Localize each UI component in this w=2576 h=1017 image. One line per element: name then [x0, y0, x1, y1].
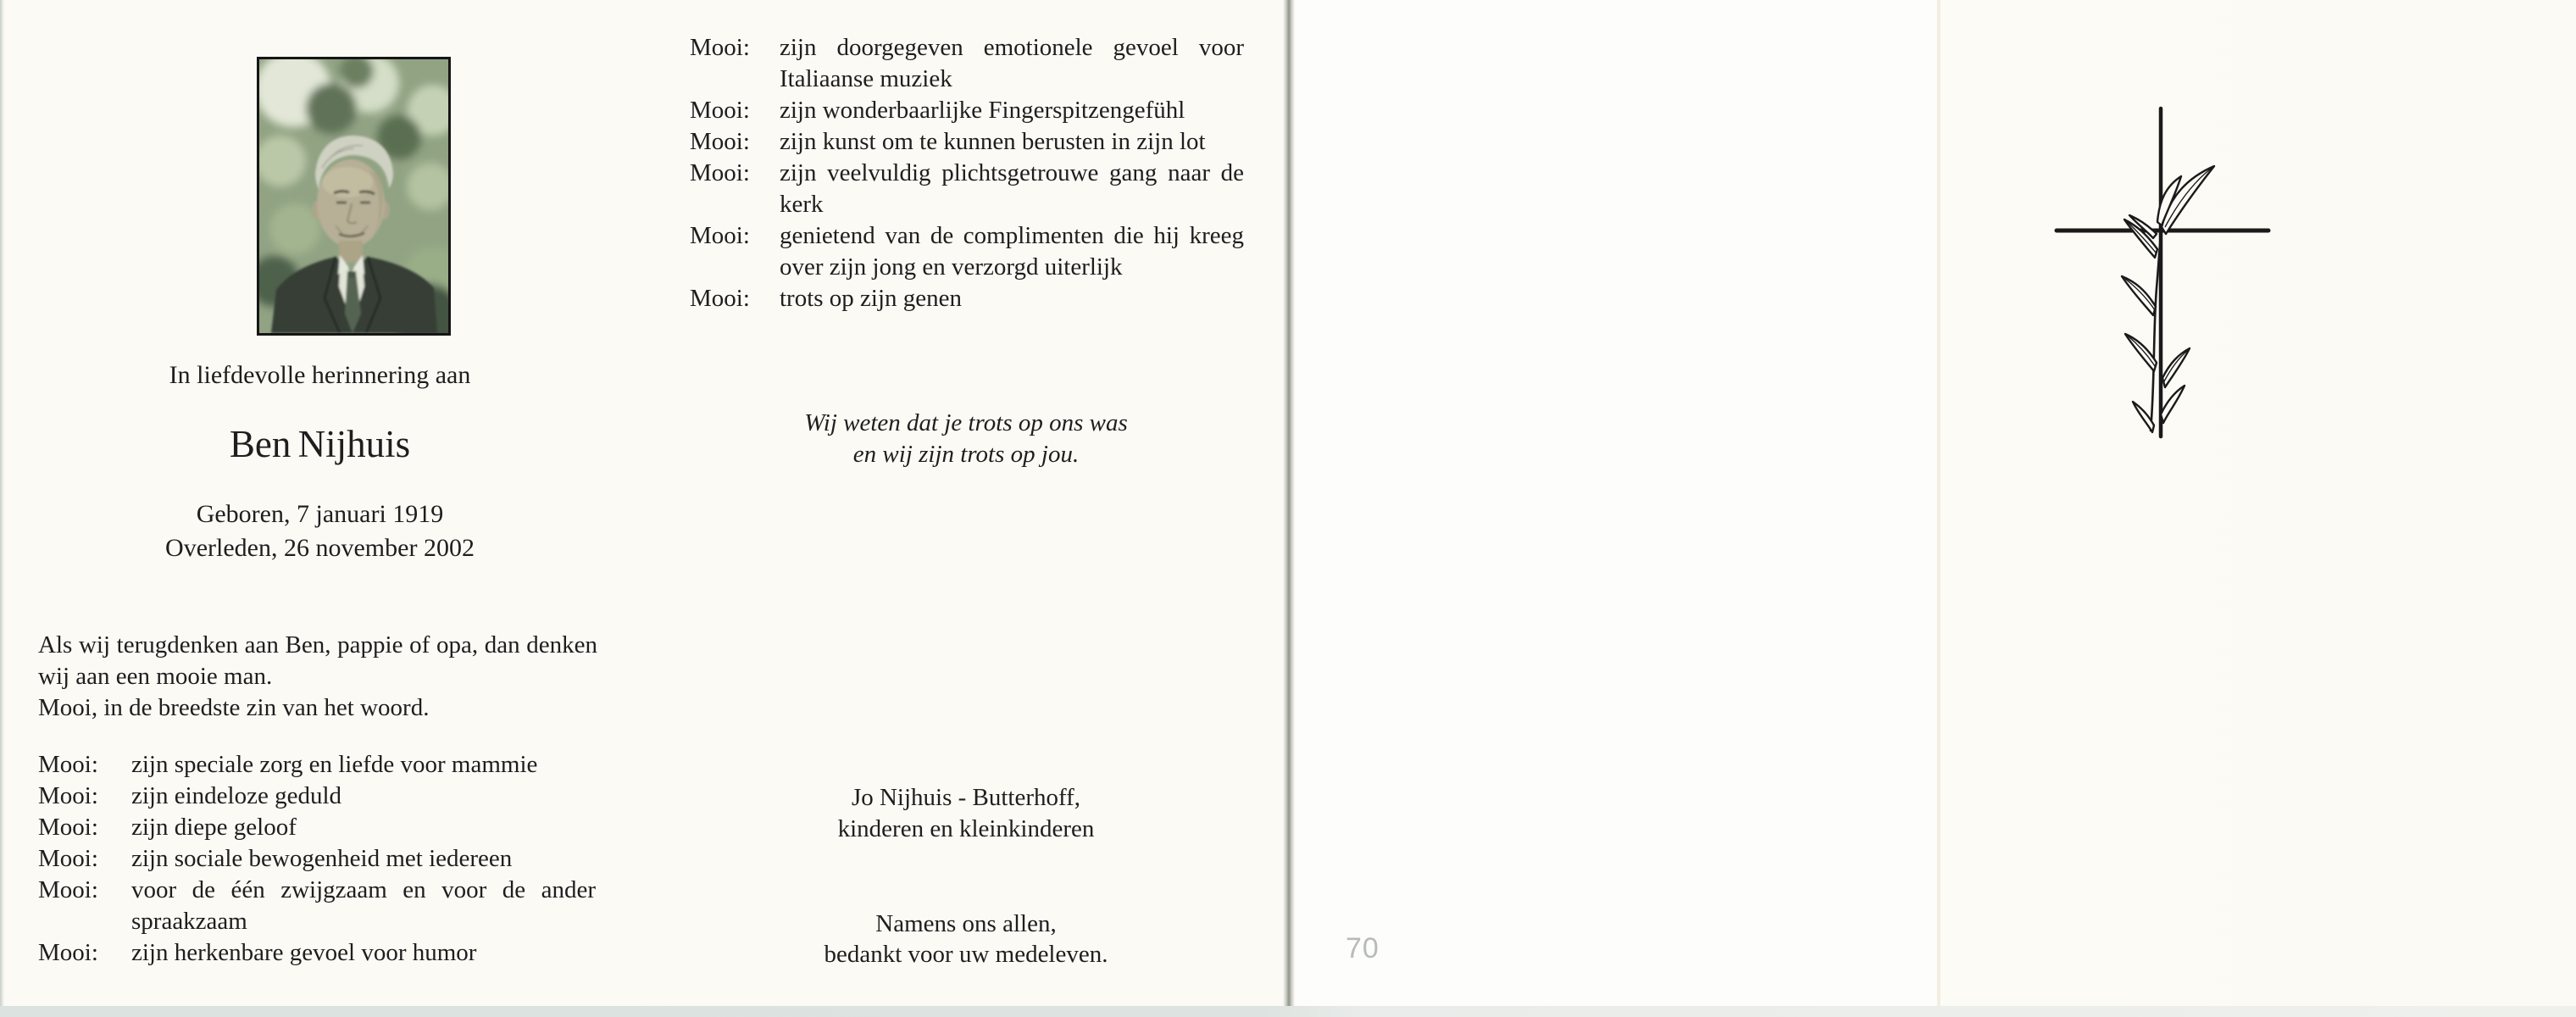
intro-text-2: Mooi, in de breedste zin van het woord. [38, 694, 430, 721]
thanks-line-2: bedankt voor uw medeleven. [824, 941, 1108, 968]
memorial-quote [669, 408, 1263, 470]
mooi-text: zijn sociale bewogenheid met iedereen [131, 845, 513, 872]
mooi-label: Mooi: [690, 128, 750, 155]
mooi-label: Mooi: [690, 34, 750, 61]
mooi-text: zijn wonderbaarlijke Fingerspitzengefühl [780, 97, 1185, 124]
mooi-label: Mooi: [690, 97, 750, 124]
portrait-illustration [259, 59, 448, 333]
intro-text-1: Als wij terugdenken aan Ben, pappie of opa, dan denken wij aan een mooie man. [38, 631, 597, 690]
thanks-line-1: Namens ons allen, [875, 910, 1057, 937]
cross-with-branch-illustration [2038, 93, 2292, 449]
list-item [690, 283, 1244, 314]
intro-paragraph [38, 630, 597, 724]
card-fold-line [1283, 0, 1295, 1017]
list-item [38, 812, 596, 843]
mooi-text: zijn eindeloze geduld [131, 782, 342, 809]
mooi-text: zijn doorgegeven emotionele gevoel voor Italiaanse muziek [780, 34, 1244, 92]
quote-line-2: en wij zijn trots op jou. [852, 441, 1080, 468]
list-item [690, 220, 1244, 283]
mooi-text: zijn herkenbare gevoel voor humor [131, 939, 477, 966]
thanks-message [669, 909, 1263, 970]
mooi-text: trots op zijn genen [780, 285, 963, 312]
mooi-list-front [38, 749, 596, 969]
mooi-label: Mooi: [38, 845, 98, 872]
list-item [38, 749, 596, 781]
list-item [38, 937, 596, 969]
birth-date-line: Geboren, 7 januari 1919 [196, 500, 444, 528]
mooi-label: Mooi: [38, 751, 98, 778]
quote-line-1: Wij weten dat je trots op ons was [804, 409, 1128, 436]
family-signature [669, 782, 1263, 845]
mooi-text: zijn kunst om te kunnen berusten in zijn lot [780, 128, 1206, 155]
list-item [38, 875, 596, 937]
scan-left-edge [0, 0, 4, 1017]
mooi-label: Mooi: [38, 814, 98, 841]
mooi-text: genietend van de complimenten die hij kreeg over zijn jong en verzorgd uiterlijk [780, 222, 1244, 281]
page-number: 70 [1346, 932, 1380, 964]
signature-line-2: kinderen en kleinkinderen [837, 815, 1095, 842]
mooi-list-inside [690, 32, 1244, 314]
life-dates [34, 497, 606, 565]
memorial-heading: In liefdevolle herinnering aan [169, 361, 471, 389]
list-item [38, 843, 596, 875]
page-crease-line [1937, 0, 1940, 1017]
mooi-text: voor de één zwijgzaam en voor de ander spraakzaam [131, 876, 596, 935]
death-date-line: Overleden, 26 november 2002 [165, 534, 475, 562]
list-item [38, 781, 596, 812]
list-item [690, 158, 1244, 220]
list-item [690, 126, 1244, 158]
scan-bottom-edge [0, 1006, 2576, 1017]
cross-icon [2038, 93, 2292, 449]
list-item [690, 95, 1244, 126]
mooi-text: zijn diepe geloof [131, 814, 297, 841]
mooi-label: Mooi: [38, 939, 98, 966]
mooi-label: Mooi: [38, 782, 98, 809]
mooi-text: zijn veelvuldig plichtsgetrouwe gang naar de kerk [780, 159, 1244, 218]
mooi-label: Mooi: [690, 159, 750, 186]
list-item [690, 32, 1244, 95]
mooi-label: Mooi: [38, 876, 98, 903]
deceased-name: Ben Nijhuis [229, 423, 411, 465]
mooi-label: Mooi: [690, 222, 750, 249]
signature-line-1: Jo Nijhuis - Butterhoff, [851, 784, 1081, 811]
mooi-text: zijn speciale zorg en liefde voor mammie [131, 751, 538, 778]
portrait-photo [257, 57, 451, 336]
mooi-label: Mooi: [690, 285, 750, 312]
